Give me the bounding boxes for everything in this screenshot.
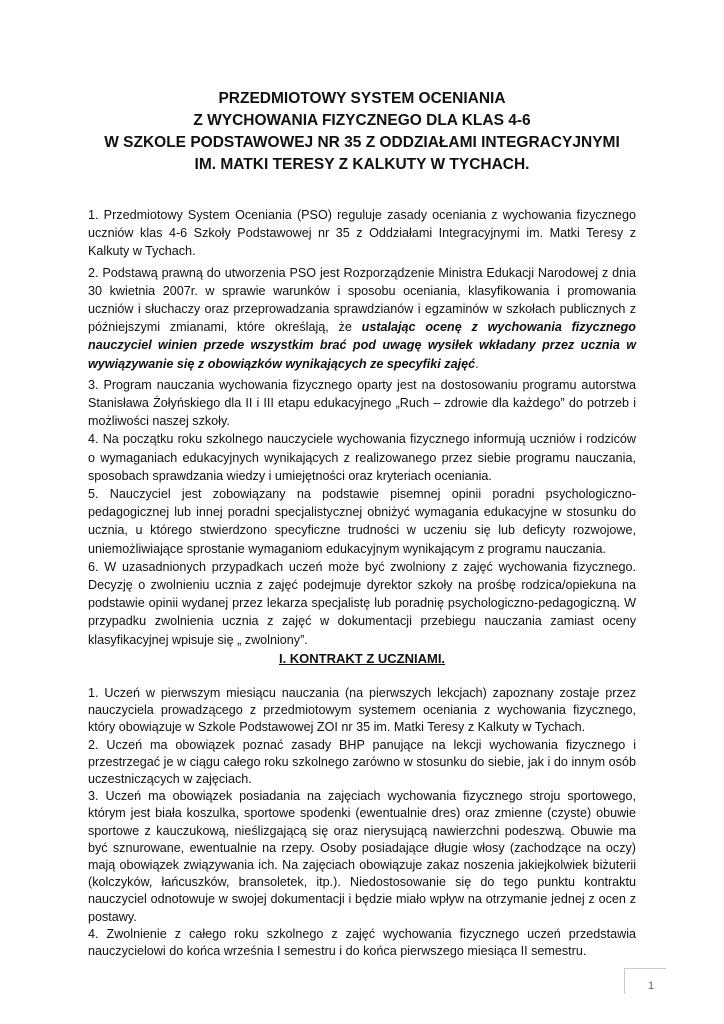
kontrakt-paragraph-4: 4. Zwolnienie z całego roku szkolnego z zajęć wychowania fizycznego uczeń przedstawia nauczycielowi do końca września I semestru i do końca pierwszego miesiąca II semestru.: [88, 926, 636, 959]
kontrakt-paragraph-2: 2. Uczeń ma obowiązek poznać zasady BHP panujące na lekcji wychowania fizycznego i przestrzegać je w ciągu całego roku szkolnego zarówno w stosunku do siebie, jak i do innym osób uczestniczących w zajęciach.: [88, 737, 636, 787]
title-line-1: PRZEDMIOTOWY SYSTEM OCENIANIA: [218, 90, 506, 107]
intro-paragraph-2-emphasis: ustalając ocenę z wychowania fizycznego nauczyciel winien przede wszystkim brać pod uwagę wysiłek wkładany przez ucznia w wywiązywanie się z obowiązków wynikających ze specyfiki zajęć: [88, 320, 636, 371]
intro-paragraph-2-end: .: [475, 356, 479, 371]
title-line-4: IM. MATKI TERESY Z KALKUTY W TYCHACH.: [194, 156, 530, 173]
document-title: [40, 88, 684, 176]
intro-paragraph-2: [88, 264, 636, 373]
intro-paragraph-4: 4. Na początku roku szkolnego nauczyciele wychowania fizycznego informują uczniów i rodziców o wymaganiach edukacyjnych wynikających z realizowanego przez siebie programu nauczania, sposobach sprawdzania wiedzy i umiejętności oraz kryteriach oceniania.: [88, 432, 636, 483]
intro-paragraph-3: 3. Program nauczania wychowania fizycznego oparty jest na dostosowaniu programu autorstwa Stanisława Żołyńskiego dla II i III etapu edukacyjnego „Ruch – zdrowie dla każdego” do potrzeb i możliwości naszej szkoły.: [88, 377, 636, 429]
kontrakt-section: [88, 685, 636, 960]
footer-divider-vertical: [624, 968, 625, 994]
intro-section: [88, 206, 636, 652]
intro-paragraph-1: 1. Przedmiotowy System Oceniania (PSO) reguluje zasady oceniania z wychowania fizycznego uczniów klas 4-6 Szkoły Podstawowej nr 35 z Oddziałami Integracyjnymi im. Matki Teresy z Kalkuty w Tychach.: [88, 208, 636, 259]
section-heading-kontrakt: I. KONTRAKT Z UCZNIAMI.: [278, 651, 446, 666]
footer-divider: [624, 968, 666, 969]
kontrakt-paragraph-1: 1. Uczeń w pierwszym miesiącu nauczania (na pierwszych lekcjach) zapoznany zostaje przez nauczyciela prowadzącego z przedmiotowym systemem oceniania z wychowania fizycznego, który obowiązuje w Szkole Podstawowej ZOI nr 35 im. Matki Teresy z Kalkuty w Tychach.: [88, 686, 636, 735]
title-line-3: W SZKOLE PODSTAWOWEJ NR 35 Z ODDZIAŁAMI INTEGRACYJNYMI: [104, 134, 620, 151]
title-line-2: Z WYCHOWANIA FIZYCZNEGO DLA KLAS 4-6: [193, 112, 531, 129]
kontrakt-paragraph-3: 3. Uczeń ma obowiązek posiadania na zajęciach wychowania fizycznego stroju sportowego, którym jest biała koszulka, sportowe spodenki (ewentualnie dres) oraz zmienne (czyste) obuwie sportowe z kauczukową, nieślizgającą się oraz nierysującą nawierzchni podeszwą. Obuwie ma być sznurowane, ewentualnie na rzepy. Osoby posiadające długie włosy (zachodzące na oczy) mają obowiązek związywania ich. Na zajęciach obowiązuje zakaz noszenia jakiejkolwiek biżuterii (kolczyków, łańcuszków, bransoletek, itp.). Niedostosowanie się do tego punktu kontraktu nauczyciel odnotowuje w swojej dokumentacji i będzie miało wpływ na otrzymanie jednej z ocen z postawy.: [88, 789, 636, 924]
intro-paragraph-2-start: 2. Podstawą prawną do utworzenia PSO jest Rozporządzenie Ministra Edukacji Narodowej z dnia 30 kwietnia 2007r. w sprawie warunków i sposobu oceniania, klasyfikowania i promowania uczniów i słuchaczy oraz przeprowadzania sprawdzianów i egzaminów w szkołach publicznych z późniejszymi zmianami, które określają, że: [88, 265, 636, 335]
page-number: 1: [648, 980, 655, 992]
intro-paragraph-6: 6. W uzasadnionych przypadkach uczeń może być zwolniony z zajęć wychowania fizycznego. Decyzję o zwolnieniu ucznia z zajęć podejmuje dyrektor szkoły na prośbę rodzica/opiekuna na podstawie opinii wydanej przez lekarza specjalistę lub poradnię psychologiczno-pedagogiczną. W przypadku zwolnienia ucznia z zajęć w dokumentacji przebiegu nauczania zamiast oceny klasyfikacyjnej wpisuje się „ zwolniony”.: [88, 559, 636, 647]
intro-paragraph-5: 5. Nauczyciel jest zobowiązany na podstawie pisemnej opinii poradni psychologiczno-pedagogicznej lub innej poradni specjalistycznej obniżyć wymagania edukacyjne w stosunku do ucznia, u którego stwierdzono specyficzne trudności w uczeniu się lub deficyty rozwojowe, uniemożliwiające sprostanie wymaganiom edukacyjnym wynikającym z programu nauczania.: [88, 487, 636, 556]
